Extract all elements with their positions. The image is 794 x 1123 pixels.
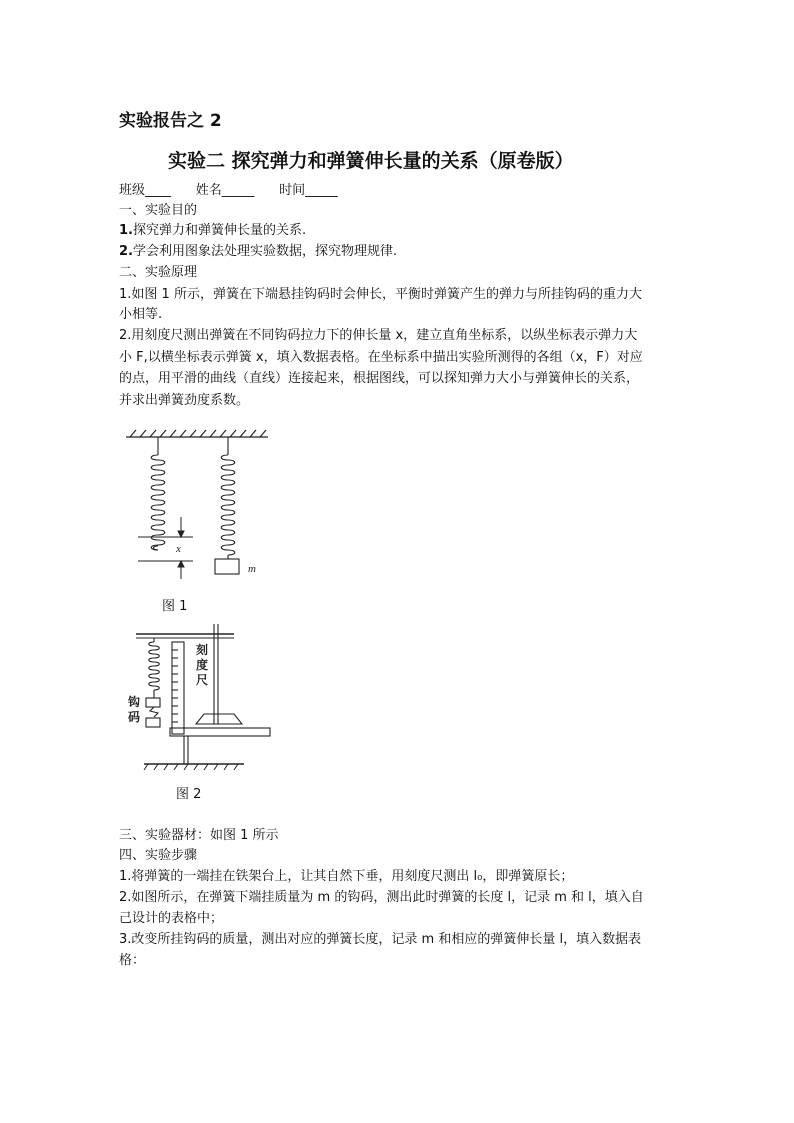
principle-p2-line2: 小 F,以横坐标表示弹簧 x，填入数据表格。在坐标系中描出实验所测得的各组（x，F）对应 [119, 350, 643, 365]
principle-p2-line1: 2.用刻度尺测出弹簧在不同钩码拉力下的伸长量 x，建立直角坐标系，以纵坐标表示弹力大 [119, 328, 638, 343]
item-text: 学会利用图象法处理实验数据，探究物理规律. [132, 244, 398, 259]
section-heading-principle: 二、实验原理 [119, 265, 198, 280]
step-line-1: 1.将弹簧的一端挂在铁架台上，让其自然下垂，用刻度尺测出 l₀，即弹簧原长； [119, 869, 574, 884]
step-line-5: 格： [119, 953, 146, 968]
step-line-2: 2.如图所示，在弹簧下端挂质量为 m 的钩码，测出此时弹簧的长度 l，记录 m 和 l，填入自 [119, 890, 644, 905]
principle-p1-line2: 小相等. [119, 307, 163, 322]
step-line-3: 己设计的表格中； [119, 911, 224, 926]
figure-2-apparatus-diagram [124, 624, 276, 774]
section-heading-purpose: 一、实验目的 [119, 203, 198, 218]
weights-label-2: 码 [128, 710, 141, 724]
mass-block [215, 559, 239, 574]
figure-1-caption: 图 1 [162, 599, 188, 614]
ruler-label-1: 刻 [196, 643, 209, 657]
principle-p2-line3: 的点，用平滑的曲线（直线）连接起来，根据图线，可以探知弹力大小与弹簧伸长的关系， [119, 371, 640, 386]
figure-2-caption: 图 2 [176, 787, 202, 802]
step-line-4: 3.改变所挂钩码的质量，测出对应的弹簧长度，记录 m 和相应的弹簧伸长量 l，填入数据表 [119, 932, 642, 947]
item-number: 2. [119, 244, 133, 259]
principle-p1-line1: 1.如图 1 所示，弹簧在下端悬挂钩码时会伸长，平衡时弹簧产生的弹力与所挂钩码的重力大 [119, 287, 642, 302]
item-number: 1. [119, 223, 133, 238]
section-heading-steps: 四、实验步骤 [119, 848, 198, 863]
ruler-label-3: 尺 [196, 673, 209, 687]
section-equipment: 三、实验器材：如图 1 所示 [119, 828, 279, 843]
principle-p2-line4: 并求出弹簧劲度系数。 [119, 393, 250, 408]
extension-marker [138, 517, 193, 579]
ceiling [126, 430, 268, 437]
item-text: 探究弹力和弹簧伸长量的关系. [132, 223, 307, 238]
weights-label-1: 钩 [128, 695, 141, 709]
report-title: 实验报告之 2 [119, 111, 222, 131]
label-m: m [248, 563, 256, 575]
loaded-spring [221, 437, 235, 559]
ruler-label-2: 度 [196, 658, 209, 672]
purpose-item-2 [119, 242, 397, 262]
main-title: 实验二 探究弹力和弹簧伸长量的关系（原卷版） [168, 150, 574, 172]
label-x: x [176, 543, 181, 555]
figure-1-spring-diagram [118, 425, 278, 585]
unloaded-spring [151, 437, 165, 550]
purpose-item-1 [119, 221, 306, 241]
class-name-time-line: 班级____ 姓名_____ 时间_____ [119, 183, 338, 198]
